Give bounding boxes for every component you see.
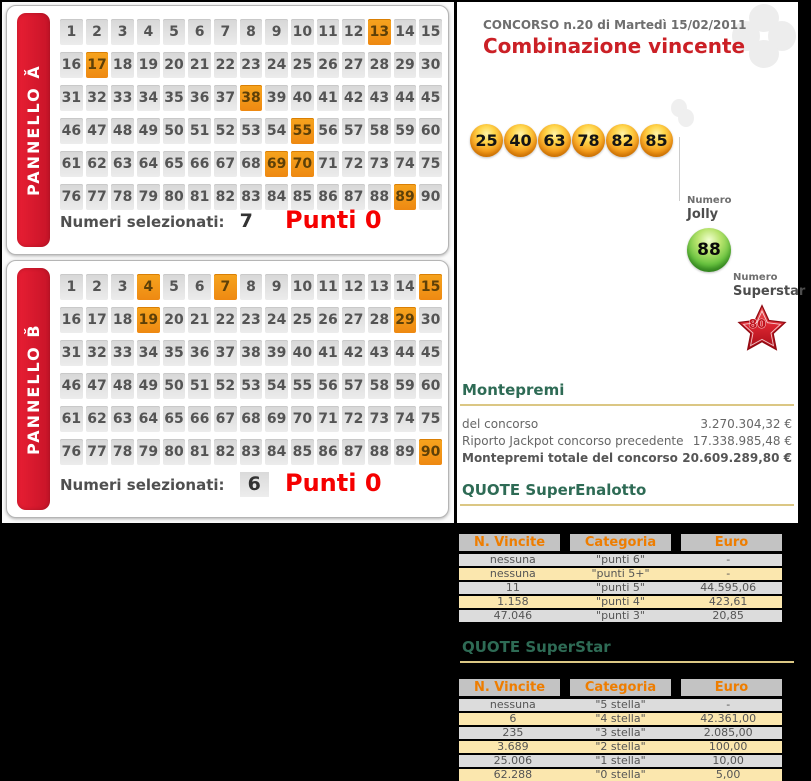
number-cell-25[interactable]: 25: [291, 307, 314, 333]
number-cell-27[interactable]: 27: [342, 307, 365, 333]
number-cell-15[interactable]: 15: [419, 274, 442, 300]
number-cell-52[interactable]: 52: [214, 373, 237, 399]
number-cell-1[interactable]: 1: [60, 19, 83, 45]
winning-number-ball: 63: [538, 124, 571, 157]
number-cell-26[interactable]: 26: [317, 52, 340, 78]
number-cell-77[interactable]: 77: [86, 184, 109, 210]
table-cell: nessuna: [489, 553, 536, 566]
number-cell-6[interactable]: 6: [188, 274, 211, 300]
table-cell: nessuna: [489, 698, 536, 711]
number-cell-75[interactable]: 75: [419, 151, 442, 177]
table-cell: 1.158: [497, 595, 529, 608]
number-cell-58[interactable]: 58: [368, 118, 391, 144]
number-cell-17[interactable]: 17: [86, 307, 109, 333]
winning-numbers-row: [470, 124, 811, 157]
punti-score: Punti 0: [285, 469, 382, 497]
number-cell-3[interactable]: 3: [111, 274, 134, 300]
number-cell-69[interactable]: 69: [265, 151, 288, 177]
number-cell-74[interactable]: 74: [394, 406, 417, 432]
number-cell-7[interactable]: 7: [214, 19, 237, 45]
winning-number-ball: 78: [572, 124, 605, 157]
number-cell-2[interactable]: 2: [86, 19, 109, 45]
number-cell-76[interactable]: 76: [60, 184, 83, 210]
number-cell-16[interactable]: 16: [60, 52, 83, 78]
number-cell-19[interactable]: 19: [137, 307, 160, 333]
number-cell-10[interactable]: 10: [291, 19, 314, 45]
table-cell: 6: [509, 712, 517, 725]
number-cell-35[interactable]: 35: [163, 85, 186, 111]
table-cell: 11: [505, 581, 520, 594]
table-row: [459, 610, 782, 622]
number-cell-19[interactable]: 19: [137, 52, 160, 78]
table-cell: nessuna: [489, 567, 536, 580]
play-panels-area: [2, 2, 454, 523]
number-cell-36[interactable]: 36: [188, 340, 211, 366]
column-header: Euro: [681, 679, 782, 696]
numero-jolly-section: [687, 195, 743, 272]
number-cell-70[interactable]: 70: [291, 406, 314, 432]
number-cell-79[interactable]: 79: [137, 439, 160, 465]
number-cell-13[interactable]: 13: [368, 274, 391, 300]
number-cell-27[interactable]: 27: [342, 52, 365, 78]
number-cell-78[interactable]: 78: [111, 439, 134, 465]
number-cell-72[interactable]: 72: [342, 406, 365, 432]
number-cell-11[interactable]: 11: [317, 274, 340, 300]
pannello-a-ribbon: [17, 13, 50, 247]
number-cell-48[interactable]: 48: [111, 118, 134, 144]
number-cell-63[interactable]: 63: [111, 151, 134, 177]
number-cell-81[interactable]: 81: [188, 184, 211, 210]
table-cell: 20,85: [712, 609, 744, 622]
number-cell-35[interactable]: 35: [163, 340, 186, 366]
number-cell-57[interactable]: 57: [342, 118, 365, 144]
pannello-a-label: PANNELLO Ǎ: [24, 64, 43, 196]
number-cell-38[interactable]: 38: [240, 85, 263, 111]
number-cell-33[interactable]: 33: [111, 85, 134, 111]
number-cell-29[interactable]: 29: [394, 52, 417, 78]
number-cell-44[interactable]: 44: [394, 340, 417, 366]
number-cell-34[interactable]: 34: [137, 340, 160, 366]
table-cell: 2.085,00: [703, 726, 753, 739]
numeri-selezionati-label: Numeri selezionati:: [60, 476, 225, 494]
number-cell-5[interactable]: 5: [163, 19, 186, 45]
table-row: [459, 741, 782, 753]
table-cell: 44.595,06: [700, 581, 757, 594]
number-cell-63[interactable]: 63: [111, 406, 134, 432]
number-cell-61[interactable]: 61: [60, 406, 83, 432]
number-cell-16[interactable]: 16: [60, 307, 83, 333]
number-cell-71[interactable]: 71: [317, 151, 340, 177]
number-cell-12[interactable]: 12: [342, 19, 365, 45]
numeri-selezionati-count: 7: [239, 210, 253, 232]
number-cell-62[interactable]: 62: [86, 406, 109, 432]
number-cell-40[interactable]: 40: [291, 340, 314, 366]
number-cell-26[interactable]: 26: [317, 307, 340, 333]
jolly-label: Jolly: [687, 207, 719, 222]
number-grid-b: [60, 274, 442, 465]
number-cell-80[interactable]: 80: [163, 184, 186, 210]
numero-superstar-section: [733, 272, 806, 361]
number-cell-53[interactable]: 53: [240, 373, 263, 399]
number-cell-39[interactable]: 39: [265, 85, 288, 111]
montepremi-row-value: 3.270.304,32 €: [700, 417, 792, 431]
winning-number-ball: 40: [504, 124, 537, 157]
column-header: N. Vincite: [459, 534, 560, 551]
number-cell-39[interactable]: 39: [265, 340, 288, 366]
number-cell-6[interactable]: 6: [188, 19, 211, 45]
table-cell: "punti 6": [596, 553, 645, 566]
number-cell-29[interactable]: 29: [394, 307, 417, 333]
number-cell-48[interactable]: 48: [111, 373, 134, 399]
number-cell-30[interactable]: 30: [419, 307, 442, 333]
column-header: Categoria: [570, 679, 671, 696]
jolly-divider: [679, 137, 680, 201]
table-row: [459, 568, 782, 580]
table-cell: "punti 3": [596, 609, 645, 622]
quote-superstar-heading: QUOTE SuperStar: [462, 638, 611, 656]
number-cell-28[interactable]: 28: [368, 307, 391, 333]
table-cell: 5,00: [715, 768, 741, 781]
number-cell-31[interactable]: 31: [60, 340, 83, 366]
montepremi-row-value: 17.338.985,48 €: [692, 434, 792, 448]
number-cell-15[interactable]: 15: [419, 19, 442, 45]
number-cell-14[interactable]: 14: [394, 19, 417, 45]
number-cell-55[interactable]: 55: [291, 373, 314, 399]
pannello-a: [6, 5, 449, 255]
table-header-row: [459, 679, 782, 696]
number-cell-81[interactable]: 81: [188, 439, 211, 465]
number-cell-60[interactable]: 60: [419, 373, 442, 399]
number-cell-11[interactable]: 11: [317, 19, 340, 45]
pannello-b: [6, 260, 449, 518]
number-cell-49[interactable]: 49: [137, 373, 160, 399]
montepremi-row-label: Montepremi totale del concorso: [462, 451, 678, 465]
montepremi-row: [462, 433, 792, 450]
number-cell-53[interactable]: 53: [240, 118, 263, 144]
number-cell-69[interactable]: 69: [265, 406, 288, 432]
montepremi-rows: [462, 416, 792, 467]
number-cell-8[interactable]: 8: [240, 19, 263, 45]
number-grid-a: [60, 19, 442, 210]
number-cell-52[interactable]: 52: [214, 118, 237, 144]
number-cell-88[interactable]: 88: [368, 439, 391, 465]
number-cell-78[interactable]: 78: [111, 184, 134, 210]
number-cell-28[interactable]: 28: [368, 52, 391, 78]
number-cell-32[interactable]: 32: [86, 340, 109, 366]
number-cell-82[interactable]: 82: [214, 184, 237, 210]
number-cell-41[interactable]: 41: [317, 340, 340, 366]
number-cell-31[interactable]: 31: [60, 85, 83, 111]
table-cell: 47.046: [493, 609, 533, 622]
number-cell-66[interactable]: 66: [188, 151, 211, 177]
montepremi-row: [462, 450, 792, 467]
number-cell-17[interactable]: 17: [86, 52, 109, 78]
table-cell: -: [726, 553, 731, 566]
number-cell-42[interactable]: 42: [342, 340, 365, 366]
punti-score: Punti 0: [285, 206, 382, 234]
superstar-number: 80: [748, 316, 767, 332]
number-cell-47[interactable]: 47: [86, 373, 109, 399]
table-cell: 10,00: [712, 754, 744, 767]
table-cell: "2 stella": [595, 740, 646, 753]
number-cell-37[interactable]: 37: [214, 340, 237, 366]
number-cell-59[interactable]: 59: [394, 118, 417, 144]
winning-number-ball: 85: [640, 124, 673, 157]
number-cell-37[interactable]: 37: [214, 85, 237, 111]
number-cell-85[interactable]: 85: [291, 184, 314, 210]
number-cell-87[interactable]: 87: [342, 439, 365, 465]
number-cell-72[interactable]: 72: [342, 151, 365, 177]
table-cell: "1 stella": [595, 754, 646, 767]
table-cell: "3 stella": [595, 726, 646, 739]
pannello-b-footer: [60, 469, 440, 505]
combinazione-vincente-title: Combinazione vincente: [483, 34, 746, 58]
number-cell-1[interactable]: 1: [60, 274, 83, 300]
table-cell: "punti 5+": [591, 567, 650, 580]
number-cell-33[interactable]: 33: [111, 340, 134, 366]
number-cell-30[interactable]: 30: [419, 52, 442, 78]
number-cell-9[interactable]: 9: [265, 19, 288, 45]
number-cell-70[interactable]: 70: [291, 151, 314, 177]
number-cell-9[interactable]: 9: [265, 274, 288, 300]
numero-label: Numero: [733, 272, 778, 283]
number-cell-32[interactable]: 32: [86, 85, 109, 111]
table-cell: 235: [502, 726, 524, 739]
pannello-b-label: PANNELLO B̌: [24, 323, 43, 455]
number-cell-49[interactable]: 49: [137, 118, 160, 144]
number-cell-18[interactable]: 18: [111, 307, 134, 333]
numero-label: Numero: [687, 195, 732, 206]
number-cell-51[interactable]: 51: [188, 373, 211, 399]
table-cell: 3.689: [497, 740, 529, 753]
montepremi-row-label: Riporto Jackpot concorso precedente: [462, 434, 684, 448]
montepremi-heading: Montepremi: [462, 381, 565, 399]
number-cell-4[interactable]: 4: [137, 274, 160, 300]
winning-number-ball: 25: [470, 124, 503, 157]
number-cell-4[interactable]: 4: [137, 19, 160, 45]
pannello-a-footer: [60, 206, 440, 242]
number-cell-36[interactable]: 36: [188, 85, 211, 111]
number-cell-65[interactable]: 65: [163, 406, 186, 432]
number-cell-44[interactable]: 44: [394, 85, 417, 111]
number-cell-14[interactable]: 14: [394, 274, 417, 300]
number-cell-45[interactable]: 45: [419, 340, 442, 366]
number-cell-82[interactable]: 82: [214, 439, 237, 465]
number-cell-59[interactable]: 59: [394, 373, 417, 399]
superstar-star-icon: [735, 301, 797, 361]
table-row: [459, 755, 782, 767]
number-cell-89[interactable]: 89: [394, 439, 417, 465]
number-cell-88[interactable]: 88: [368, 184, 391, 210]
number-cell-23[interactable]: 23: [240, 307, 263, 333]
divider-rule: [460, 661, 794, 663]
number-cell-60[interactable]: 60: [419, 118, 442, 144]
number-cell-42[interactable]: 42: [342, 85, 365, 111]
number-cell-64[interactable]: 64: [137, 406, 160, 432]
table-row: [459, 699, 782, 711]
number-cell-65[interactable]: 65: [163, 151, 186, 177]
number-cell-20[interactable]: 20: [163, 52, 186, 78]
number-cell-66[interactable]: 66: [188, 406, 211, 432]
montepremi-row-label: del concorso: [462, 417, 539, 431]
table-row: [459, 596, 782, 608]
table-row: [459, 727, 782, 739]
number-cell-54[interactable]: 54: [265, 373, 288, 399]
number-cell-71[interactable]: 71: [317, 406, 340, 432]
table-cell: 25.006: [493, 754, 533, 767]
table-cell: "0 stella": [595, 768, 646, 781]
column-header: N. Vincite: [459, 679, 560, 696]
number-cell-50[interactable]: 50: [163, 118, 186, 144]
number-cell-47[interactable]: 47: [86, 118, 109, 144]
table-cell: "4 stella": [595, 712, 646, 725]
number-cell-40[interactable]: 40: [291, 85, 314, 111]
divider-rule: [460, 404, 794, 406]
number-cell-62[interactable]: 62: [86, 151, 109, 177]
number-cell-2[interactable]: 2: [86, 274, 109, 300]
montepremi-row-value: 20.609.289,80 €: [682, 451, 792, 465]
number-cell-83[interactable]: 83: [240, 439, 263, 465]
number-cell-10[interactable]: 10: [291, 274, 314, 300]
number-cell-41[interactable]: 41: [317, 85, 340, 111]
number-cell-86[interactable]: 86: [317, 184, 340, 210]
table-cell: 423,61: [708, 595, 748, 608]
number-cell-7[interactable]: 7: [214, 274, 237, 300]
number-cell-50[interactable]: 50: [163, 373, 186, 399]
number-cell-68[interactable]: 68: [240, 406, 263, 432]
number-cell-58[interactable]: 58: [368, 373, 391, 399]
number-cell-84[interactable]: 84: [265, 184, 288, 210]
number-cell-13[interactable]: 13: [368, 19, 391, 45]
number-cell-80[interactable]: 80: [163, 439, 186, 465]
number-cell-12[interactable]: 12: [342, 274, 365, 300]
number-cell-3[interactable]: 3: [111, 19, 134, 45]
number-cell-57[interactable]: 57: [342, 373, 365, 399]
superstar-label: Superstar: [733, 284, 806, 299]
jolly-ball: 88: [687, 228, 731, 272]
pannello-b-ribbon: [17, 268, 50, 510]
number-cell-5[interactable]: 5: [163, 274, 186, 300]
number-cell-54[interactable]: 54: [265, 118, 288, 144]
montepremi-row: [462, 416, 792, 433]
winning-number-ball: 82: [606, 124, 639, 157]
number-cell-46[interactable]: 46: [60, 373, 83, 399]
number-cell-55[interactable]: 55: [291, 118, 314, 144]
concorso-title: CONCORSO n.20 di Martedì 15/02/2011: [483, 18, 747, 32]
number-cell-25[interactable]: 25: [291, 52, 314, 78]
column-header: Categoria: [570, 534, 671, 551]
table-row: [459, 769, 782, 781]
number-cell-76[interactable]: 76: [60, 439, 83, 465]
number-cell-23[interactable]: 23: [240, 52, 263, 78]
number-cell-73[interactable]: 73: [368, 151, 391, 177]
number-cell-46[interactable]: 46: [60, 118, 83, 144]
number-cell-45[interactable]: 45: [419, 85, 442, 111]
number-cell-86[interactable]: 86: [317, 439, 340, 465]
number-cell-43[interactable]: 43: [368, 340, 391, 366]
number-cell-64[interactable]: 64: [137, 151, 160, 177]
number-cell-56[interactable]: 56: [317, 373, 340, 399]
number-cell-75[interactable]: 75: [419, 406, 442, 432]
table-cell: -: [726, 567, 731, 580]
number-cell-24[interactable]: 24: [265, 307, 288, 333]
number-cell-38[interactable]: 38: [240, 340, 263, 366]
number-cell-79[interactable]: 79: [137, 184, 160, 210]
number-cell-84[interactable]: 84: [265, 439, 288, 465]
number-cell-68[interactable]: 68: [240, 151, 263, 177]
number-cell-22[interactable]: 22: [214, 307, 237, 333]
divider-rule: [460, 504, 794, 506]
number-cell-21[interactable]: 21: [188, 52, 211, 78]
quote-superenalotto-heading: QUOTE SuperEnalotto: [462, 481, 647, 499]
table-cell: "5 stella": [595, 698, 646, 711]
table-cell: 62.288: [493, 768, 533, 781]
number-cell-77[interactable]: 77: [86, 439, 109, 465]
number-cell-24[interactable]: 24: [265, 52, 288, 78]
number-cell-90[interactable]: 90: [419, 184, 442, 210]
quote-superenalotto-table: [459, 534, 782, 622]
table-cell: 100,00: [708, 740, 748, 753]
number-cell-67[interactable]: 67: [214, 151, 237, 177]
number-cell-22[interactable]: 22: [214, 52, 237, 78]
column-header: Euro: [681, 534, 782, 551]
results-area: [457, 2, 806, 781]
number-cell-85[interactable]: 85: [291, 439, 314, 465]
numeri-selezionati-label: Numeri selezionati:: [60, 213, 225, 231]
number-cell-73[interactable]: 73: [368, 406, 391, 432]
number-cell-34[interactable]: 34: [137, 85, 160, 111]
number-cell-74[interactable]: 74: [394, 151, 417, 177]
table-cell: 42.361,00: [700, 712, 757, 725]
table-row: [459, 582, 782, 594]
number-cell-83[interactable]: 83: [240, 184, 263, 210]
table-header-row: [459, 534, 782, 551]
number-cell-87[interactable]: 87: [342, 184, 365, 210]
number-cell-90[interactable]: 90: [419, 439, 442, 465]
number-cell-67[interactable]: 67: [214, 406, 237, 432]
table-row: [459, 554, 782, 566]
number-cell-43[interactable]: 43: [368, 85, 391, 111]
number-cell-8[interactable]: 8: [240, 274, 263, 300]
number-cell-89[interactable]: 89: [394, 184, 417, 210]
numeri-selezionati-count: 6: [240, 472, 269, 497]
quote-superstar-table: [459, 679, 782, 781]
table-cell: "punti 5": [596, 581, 645, 594]
number-cell-21[interactable]: 21: [188, 307, 211, 333]
table-cell: -: [726, 698, 731, 711]
table-cell: "punti 4": [596, 595, 645, 608]
number-cell-18[interactable]: 18: [111, 52, 134, 78]
number-cell-51[interactable]: 51: [188, 118, 211, 144]
number-cell-20[interactable]: 20: [163, 307, 186, 333]
number-cell-61[interactable]: 61: [60, 151, 83, 177]
number-cell-56[interactable]: 56: [317, 118, 340, 144]
table-row: [459, 713, 782, 725]
